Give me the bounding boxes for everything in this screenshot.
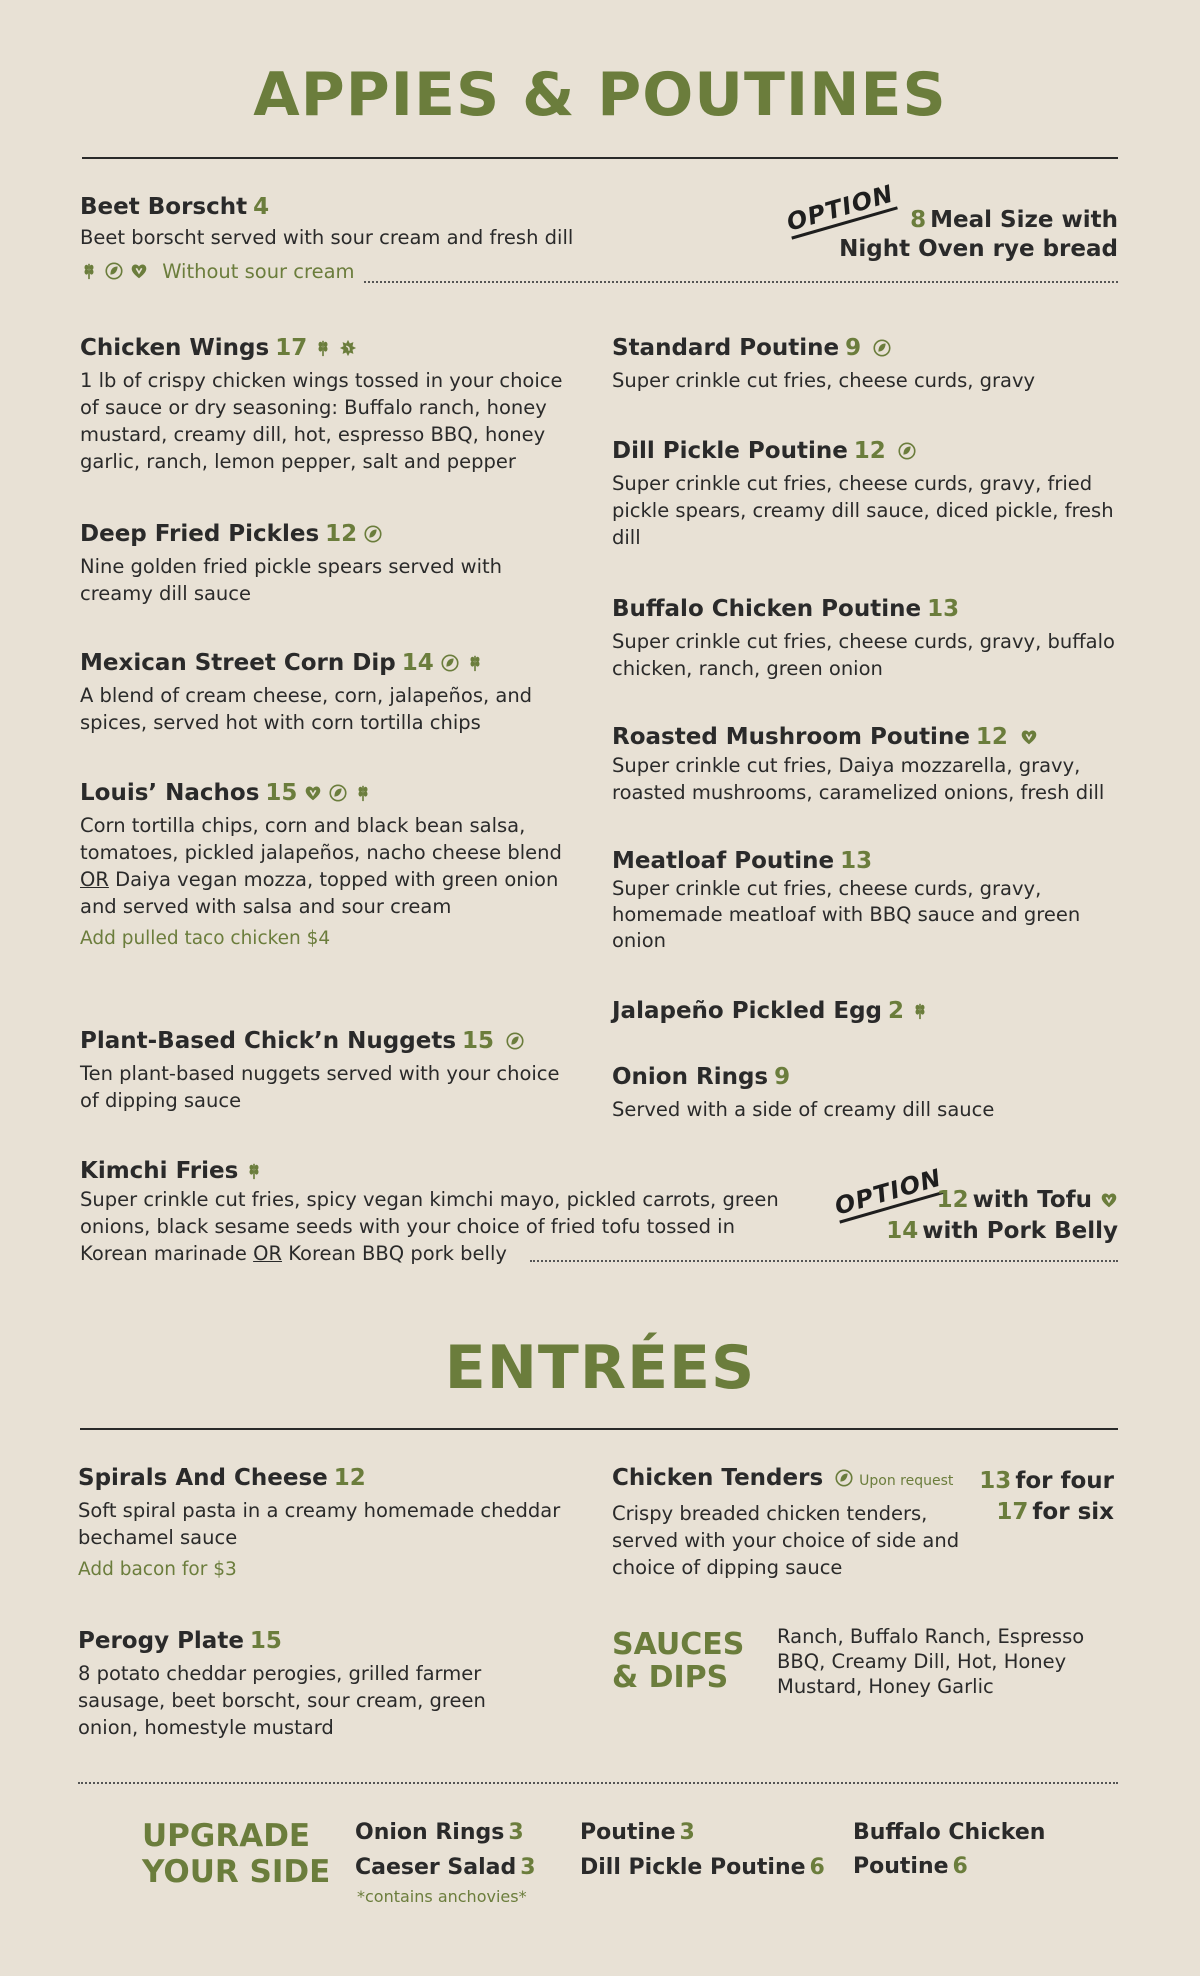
item-name: Chicken Tenders <box>612 1465 824 1491</box>
option-text: Meal Size with <box>930 207 1118 233</box>
borscht-meal-option <box>839 206 1118 264</box>
menu-item-chickn-nuggets <box>80 1026 580 1114</box>
option-text: with Tofu <box>972 1187 1092 1213</box>
item-name: Louis’ Nachos <box>80 780 260 806</box>
upon-request-note: Upon request <box>859 1473 954 1489</box>
item-addon: Add pulled taco chicken $4 <box>80 928 331 949</box>
spicy-icon <box>339 339 357 357</box>
gluten-free-icon <box>466 654 484 672</box>
item-price: 13 <box>927 596 960 622</box>
menu-item-perogy-plate <box>78 1626 548 1741</box>
item-description: Ten plant-based nuggets served with your choice of dipping sauce <box>80 1062 560 1112</box>
option-text: for four <box>1015 1468 1114 1494</box>
item-price: 15 <box>249 1628 282 1654</box>
item-description: Beet borscht served with sour cream and fresh dill <box>80 226 574 249</box>
item-description: Super crinkle cut fries, cheese curds, gravy <box>612 369 1036 392</box>
item-description: 8 potato cheddar perogies, grilled farmer sausage, beet borscht, sour cream, green onion, homestyle mustard <box>78 1662 486 1739</box>
item-name: Spirals And Cheese <box>78 1465 328 1491</box>
option-price: 14 <box>886 1218 919 1244</box>
menu-item-roasted-mushroom-poutine <box>612 722 1122 806</box>
dotted-leader <box>364 281 1118 283</box>
option-text: for six <box>1032 1499 1114 1525</box>
sauces-heading: SAUCES & DIPS <box>612 1627 745 1695</box>
menu-item-deep-fried-pickles <box>80 519 570 607</box>
item-description: Served with a side of creamy dill sauce <box>612 1098 995 1121</box>
gluten-free-icon <box>314 339 332 357</box>
menu-item-spirals-and-cheese <box>78 1463 578 1580</box>
item-name: Jalapeño Pickled Egg <box>612 998 882 1024</box>
upgrade-item-caesar-salad: Caeser Salad 3 <box>355 1855 536 1880</box>
vegetarian-icon <box>835 1469 853 1487</box>
item-price: 17 <box>275 335 308 361</box>
vegetarian-icon <box>329 784 347 802</box>
divider-rule <box>80 1428 1118 1430</box>
vegetarian-icon <box>898 442 916 460</box>
upgrade-item-buffalo-chicken-poutine: Buffalo Chicken Poutine 6 <box>853 1820 1046 1879</box>
option-without-sour-cream: Without sour cream <box>162 260 355 283</box>
item-price: 15 <box>265 780 298 806</box>
item-price: 9 <box>774 1064 791 1090</box>
menu-item-buffalo-chicken-poutine <box>612 594 1122 682</box>
vegetarian-icon <box>506 1032 524 1050</box>
menu-item-standard-poutine <box>612 333 1122 394</box>
section-title-entrees: ENTRÉES <box>444 1333 756 1403</box>
gluten-free-icon <box>80 262 98 280</box>
vegetarian-icon <box>105 262 123 280</box>
menu-item-dill-pickle-poutine <box>612 436 1122 551</box>
vegetarian-icon <box>873 339 891 357</box>
item-description: 1 lb of crispy chicken wings tossed in your choice of sauce or dry seasoning: Buffalo ranch, honey mustard, creamy dill, hot, espresso BBQ, honey garlic, ranch, lemon pepper, salt and pepper <box>80 369 563 473</box>
item-price: 4 <box>253 194 270 220</box>
item-description: Soft spiral pasta in a creamy homemade cheddar bechamel sauce <box>78 1499 561 1549</box>
gluten-free-icon <box>911 1002 929 1020</box>
item-price: 12 <box>333 1465 366 1491</box>
item-description: Nine golden fried pickle spears served with creamy dill sauce <box>80 555 503 605</box>
upgrade-item-onion-rings: Onion Rings 3 <box>355 1820 524 1845</box>
item-price: 9 <box>845 335 862 361</box>
item-price: 12 <box>975 724 1008 750</box>
item-price: 2 <box>888 998 905 1024</box>
item-name: Kimchi Fries <box>80 1158 239 1184</box>
item-description: Super crinkle cut fries, spicy vegan kimchi mayo, pickled carrots, green onions, black sesame seeds with your choice of fried tofu tossed in Korean marinade OR Korean BBQ pork belly <box>80 1188 779 1265</box>
item-name: Deep Fried Pickles <box>80 521 320 547</box>
menu-item-meatloaf-poutine <box>612 846 1122 954</box>
option-price: 17 <box>996 1499 1029 1525</box>
gluten-free-icon <box>245 1162 263 1180</box>
menu-item-kimchi-fries <box>80 1156 790 1267</box>
item-name: Dill Pickle Poutine <box>612 438 848 464</box>
tenders-portion-options <box>979 1466 1114 1528</box>
sauces-list: Ranch, Buffalo Ranch, Espresso BBQ, Creamy Dill, Hot, Honey Mustard, Honey Garlic <box>777 1625 1085 1698</box>
upgrade-item-dill-pickle-poutine: Dill Pickle Poutine 6 <box>580 1855 825 1880</box>
item-name: Mexican Street Corn Dip <box>80 650 396 676</box>
item-description: Super crinkle cut fries, cheese curds, gravy, fried pickle spears, creamy dill sauce, diced pickle, fresh dill <box>612 472 1114 549</box>
item-description: Crispy breaded chicken tenders, served with your choice of side and choice of dipping sauce <box>612 1502 960 1579</box>
item-price: 15 <box>462 1028 495 1054</box>
item-name: Onion Rings <box>612 1064 769 1090</box>
item-name: Meatloaf Poutine <box>612 848 835 874</box>
anchovies-note: *contains anchovies* <box>357 1887 527 1906</box>
item-name: Roasted Mushroom Poutine <box>612 724 970 750</box>
item-name: Buffalo Chicken Poutine <box>612 596 922 622</box>
menu-item-beet-borscht <box>80 192 780 283</box>
option-text: with Pork Belly <box>922 1218 1118 1244</box>
item-price: 13 <box>840 848 873 874</box>
item-name: Beet Borscht <box>80 194 248 220</box>
option-stamp: OPTION <box>784 181 898 239</box>
dotted-divider <box>78 1782 1118 1784</box>
vegan-icon <box>1020 728 1038 746</box>
dotted-leader <box>530 1260 1118 1262</box>
vegan-icon <box>304 784 322 802</box>
menu-item-chicken-tenders <box>612 1463 992 1581</box>
item-description: Super crinkle cut fries, cheese curds, gravy, homemade meatloaf with BBQ sauce and green onion <box>612 877 1081 952</box>
item-name: Plant-Based Chick’n Nuggets <box>80 1028 457 1054</box>
item-addon: Add bacon for $3 <box>78 1559 237 1580</box>
option-price: 13 <box>979 1468 1012 1494</box>
item-description: Super crinkle cut fries, cheese curds, gravy, buffalo chicken, ranch, green onion <box>612 630 1115 680</box>
item-description: Corn tortilla chips, corn and black bean salsa, tomatoes, pickled jalapeños, nacho cheese blend OR Daiya vegan mozza, topped with green onion and served with salsa and sour cream <box>80 814 562 918</box>
menu-item-louis-nachos <box>80 778 570 949</box>
kimchi-protein-options <box>886 1185 1118 1247</box>
vegetarian-icon <box>441 654 459 672</box>
item-name: Chicken Wings <box>80 335 270 361</box>
vegan-icon <box>130 262 148 280</box>
divider-rule <box>82 157 1118 159</box>
option-price: 8 <box>910 207 927 233</box>
vegetarian-icon <box>364 525 382 543</box>
vegan-icon <box>1100 1191 1118 1209</box>
item-price: 12 <box>325 521 358 547</box>
item-description: A blend of cream cheese, corn, jalapeños, and spices, served hot with corn tortilla chips <box>80 684 533 734</box>
menu-item-chicken-wings <box>80 333 570 475</box>
item-description: Super crinkle cut fries, Daiya mozzarella, gravy, roasted mushrooms, caramelized onions, fresh dill <box>612 754 1105 804</box>
menu-item-onion-rings <box>612 1062 1122 1123</box>
section-title-appies: APPIES & POUTINES <box>253 60 947 130</box>
option-stamp: OPTION <box>832 1165 946 1223</box>
option-price: 12 <box>936 1187 969 1213</box>
item-price: 14 <box>401 650 434 676</box>
menu-item-street-corn-dip <box>80 648 570 736</box>
menu-item-pickled-egg <box>612 996 1122 1026</box>
item-name: Perogy Plate <box>78 1628 244 1654</box>
gluten-free-icon <box>354 784 372 802</box>
item-price: 12 <box>853 438 886 464</box>
upgrade-heading: UPGRADE YOUR SIDE <box>142 1818 331 1890</box>
upgrade-item-poutine: Poutine 3 <box>580 1820 695 1845</box>
option-text: Night Oven rye bread <box>839 236 1118 262</box>
item-name: Standard Poutine <box>612 335 840 361</box>
